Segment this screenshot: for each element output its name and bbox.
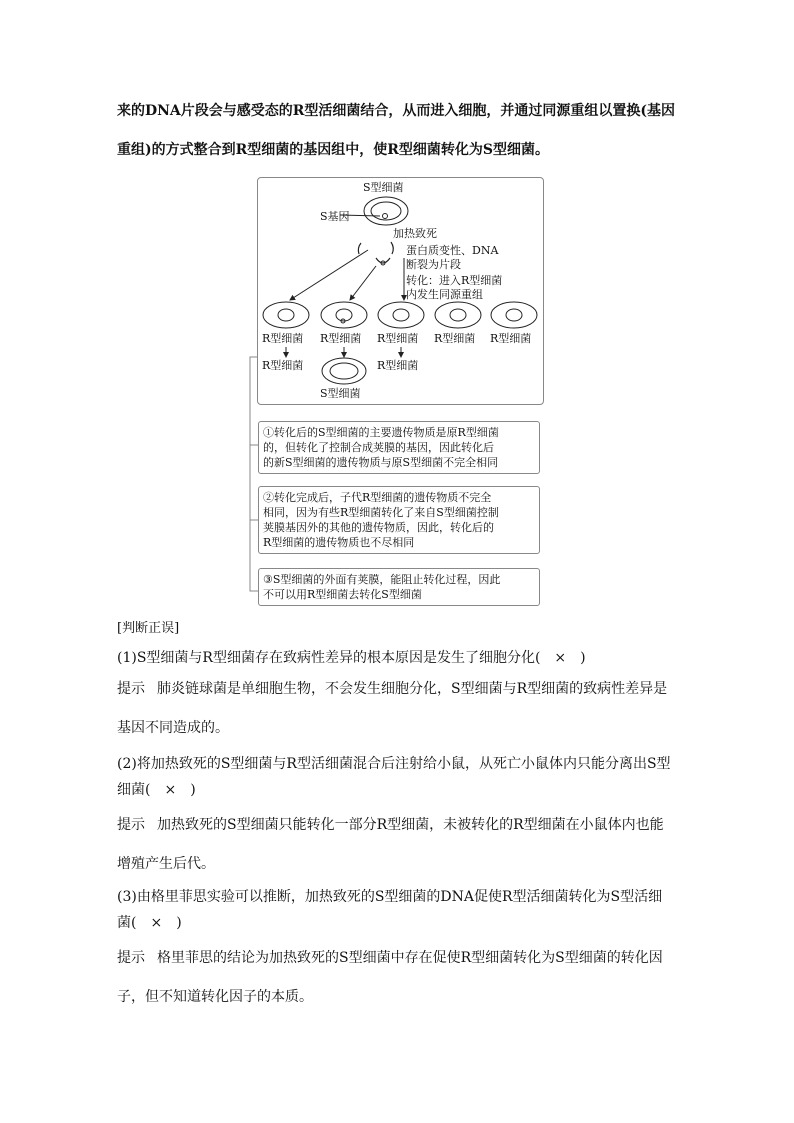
note-2-line-3: 荚膜基因外的其他的遗传物质，因此，转化后的 bbox=[263, 521, 494, 534]
hint-3-line-1: 提示 格里菲思的结论为加热致死的S型细菌中存在促使R型细菌转化为S型细菌的转化因 bbox=[117, 950, 663, 966]
notes-bracket bbox=[246, 355, 260, 595]
question-1: (1)S型细菌与R型细菌存在致病性差异的根本原因是发生了细胞分化( × ) bbox=[117, 650, 586, 666]
hint-2-line-1: 提示 加热致死的S型细菌只能转化一部分R型细菌，未被转化的R型细菌在小鼠体内也能 bbox=[117, 817, 664, 833]
fragment-right bbox=[391, 242, 393, 254]
judge-heading: [判断正误] bbox=[117, 621, 180, 636]
hint-3-line-2: 子，但不知道转化因子的本质。 bbox=[117, 989, 313, 1005]
r-label-2: R型细菌 bbox=[320, 332, 362, 345]
s-cell-top bbox=[364, 197, 408, 225]
note-2-line-4: R型细菌的遗传物质也不尽相同 bbox=[263, 536, 415, 549]
paragraph-line-2: 重组)的方式整合到R型细菌的基因组中，使R型细菌转化为S型细菌。 bbox=[117, 142, 550, 158]
r-cell-4 bbox=[435, 302, 481, 328]
question-2-line-1: (2)将加热致死的S型细菌与R型活细菌混合后注射给小鼠，从死亡小鼠体内只能分离出S型 bbox=[117, 756, 671, 772]
hint-label: 提示 bbox=[117, 817, 145, 833]
question-3-line-1: (3)由格里菲思实验可以推断，加热致死的S型细菌的DNA促使R型活细菌转化为S型活细 bbox=[117, 889, 663, 905]
r-cell-1 bbox=[263, 302, 309, 328]
r-cell-3 bbox=[378, 302, 424, 328]
r-cell-5 bbox=[491, 302, 537, 328]
r-label-5: R型细菌 bbox=[490, 332, 532, 345]
question-2-line-2: 细菌( × ) bbox=[117, 782, 196, 798]
hint-label: 提示 bbox=[117, 681, 145, 697]
note-3-line-1: ③S型细菌的外面有荚膜，能阻止转化过程，因此 bbox=[263, 573, 501, 586]
r-label-6: R型细菌 bbox=[262, 359, 304, 372]
s-result-label: S型细菌 bbox=[320, 387, 361, 400]
s-cell-label: S型细菌 bbox=[363, 181, 404, 194]
hint-1-line-2: 基因不同造成的。 bbox=[117, 720, 229, 736]
note-box-2 bbox=[258, 486, 540, 554]
transform-label-2: 内发生同源重组 bbox=[406, 288, 483, 301]
note-1-line-1: ①转化后的S型细菌的主要遗传物质是原R型细菌 bbox=[263, 426, 499, 439]
r-label-4: R型细菌 bbox=[434, 332, 476, 345]
protein-label-1: 蛋白质变性、DNA bbox=[406, 244, 499, 257]
fragment-left bbox=[358, 243, 361, 254]
hint-label: 提示 bbox=[117, 950, 145, 966]
hint-1-line-1: 提示 肺炎链球菌是单细胞生物，不会发生细胞分化，S型细菌与R型细菌的致病性差异是 bbox=[117, 681, 668, 697]
heat-label: 加热致死 bbox=[393, 227, 437, 240]
r-cell-2 bbox=[321, 302, 367, 328]
r-label-1: R型细菌 bbox=[262, 332, 304, 345]
r-label-7: R型细菌 bbox=[377, 359, 419, 372]
arrow-to-r2 bbox=[350, 266, 376, 300]
note-1-line-2: 的，但转化了控制合成荚膜的基因，因此转化后 bbox=[263, 441, 494, 454]
s-cell-result bbox=[322, 358, 366, 384]
note-1-line-3: 的新S型细菌的遗传物质与原S型细菌不完全相同 bbox=[263, 456, 499, 469]
protein-label-2: 断裂为片段 bbox=[406, 258, 461, 271]
transform-label-1: 转化：进入R型细菌 bbox=[406, 274, 503, 287]
r-label-3: R型细菌 bbox=[377, 332, 419, 345]
note-box-1 bbox=[258, 421, 540, 474]
hint-2-line-2: 增殖产生后代。 bbox=[117, 856, 215, 872]
s-gene-label: S基因 bbox=[320, 210, 350, 223]
transformation-diagram bbox=[257, 177, 544, 405]
note-3-line-2: 不可以用R型细菌去转化S型细菌 bbox=[263, 588, 422, 601]
note-2-line-2: 相同，因为有些R型细菌转化了来自S型细菌控制 bbox=[263, 506, 499, 519]
question-3-line-2: 菌( × ) bbox=[117, 915, 182, 931]
note-2-line-1: ②转化完成后，子代R型细菌的遗传物质不完全 bbox=[263, 491, 492, 504]
note-box-3 bbox=[258, 568, 540, 606]
paragraph-line-1: 来的DNA片段会与感受态的R型活细菌结合，从而进入细胞，并通过同源重组以置换(基因 bbox=[117, 103, 676, 119]
